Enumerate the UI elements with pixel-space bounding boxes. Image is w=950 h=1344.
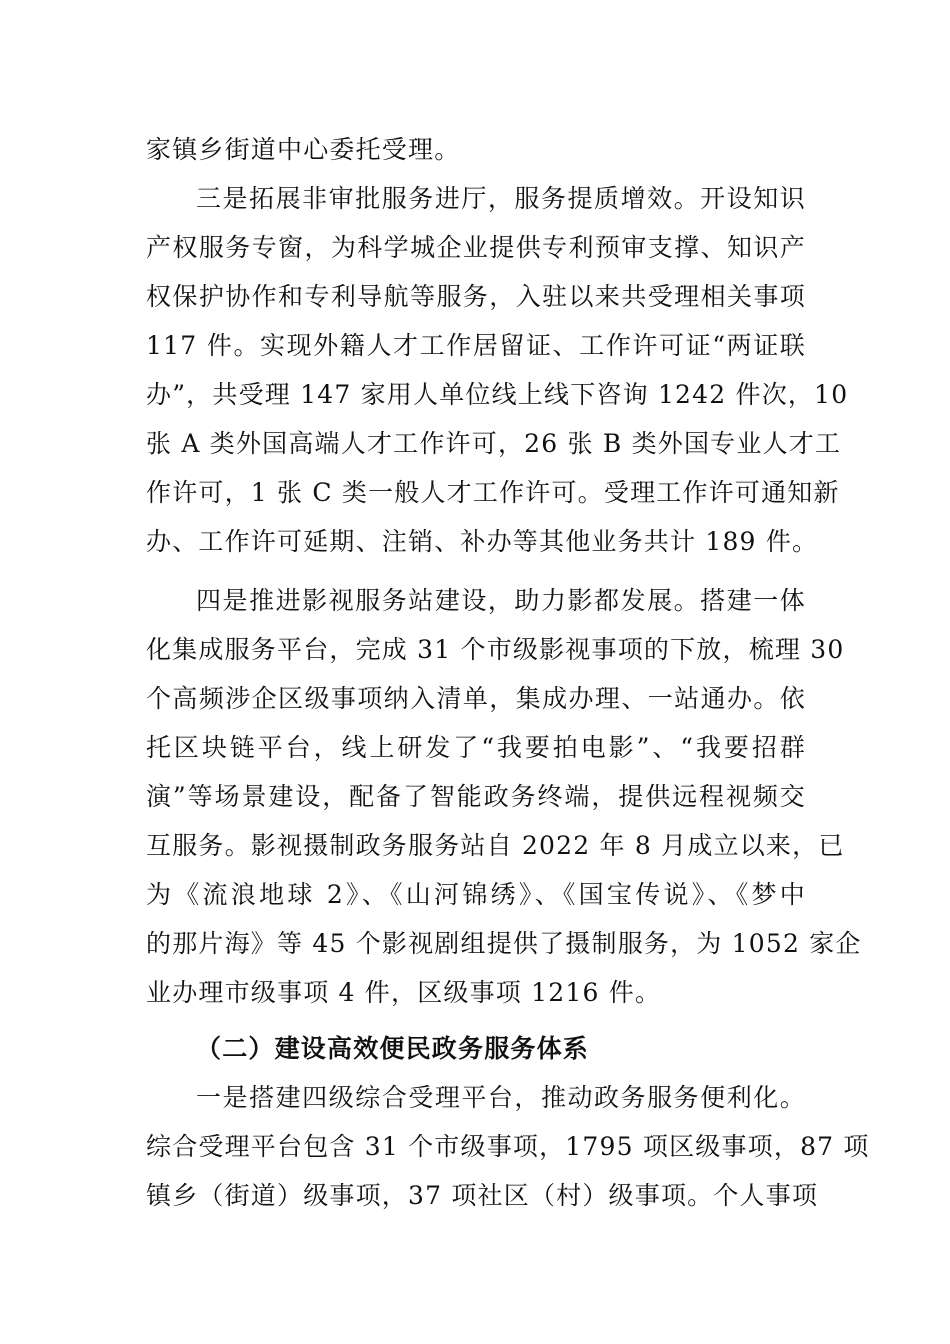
text-line: 办、工作许可延期、注销、补办等其他业务共计 189 件。 (146, 527, 819, 556)
text-line: 为《流浪地球 2》、《山河锦绣》、《国宝传说》、《梦中 (146, 880, 806, 909)
section-heading: （二）建设高效便民政务服务体系 (196, 1034, 590, 1063)
text-line: 业办理市级事项 4 件，区级事项 1216 件。 (146, 978, 662, 1007)
text-line: 互服务。影视摄制政务服务站自 2022 年 8 月成立以来，已 (146, 831, 845, 860)
text-line: 的那片海》等 45 个影视剧组提供了摄制服务，为 1052 家企 (146, 929, 862, 958)
text-line: 综合受理平台包含 31 个市级事项，1795 项区级事项，87 项 (146, 1132, 870, 1161)
text-line: 化集成服务平台，完成 31 个市级影视事项的下放，梳理 30 (146, 635, 845, 664)
text-line: 办”，共受理 147 家用人单位线上线下咨询 1242 件次，10 (146, 380, 849, 409)
text-line: 家镇乡街道中心委托受理。 (146, 135, 461, 164)
paragraph-first-line: 四是推进影视服务站建设，助力影都发展。搭建一体 (196, 586, 806, 615)
text-line: 个高频涉企区级事项纳入清单，集成办理、一站通办。依 (146, 684, 806, 713)
text-line: 镇乡（街道）级事项，37 项社区（村）级事项。个人事项 (146, 1181, 819, 1210)
text-line: 117 件。实现外籍人才工作居留证、工作许可证“两证联 (146, 331, 806, 360)
text-line: 作许可，1 张 C 类一般人才工作许可。受理工作许可通知新 (146, 478, 840, 507)
text-line: 托区块链平台，线上研发了“我要拍电影”、“我要招群 (146, 733, 806, 762)
paragraph-first-line: 三是拓展非审批服务进厅，服务提质增效。开设知识 (196, 184, 806, 213)
text-line: 权保护协作和专利导航等服务，入驻以来共受理相关事项 (146, 282, 806, 311)
text-line: 张 A 类外国高端人才工作许可，26 张 B 类外国专业人才工 (146, 429, 842, 458)
text-line: 演”等场景建设，配备了智能政务终端，提供远程视频交 (146, 782, 806, 811)
text-line: 产权服务专窗，为科学城企业提供专利预审支撑、知识产 (146, 233, 806, 262)
paragraph-first-line: 一是搭建四级综合受理平台，推动政务服务便利化。 (196, 1083, 806, 1112)
